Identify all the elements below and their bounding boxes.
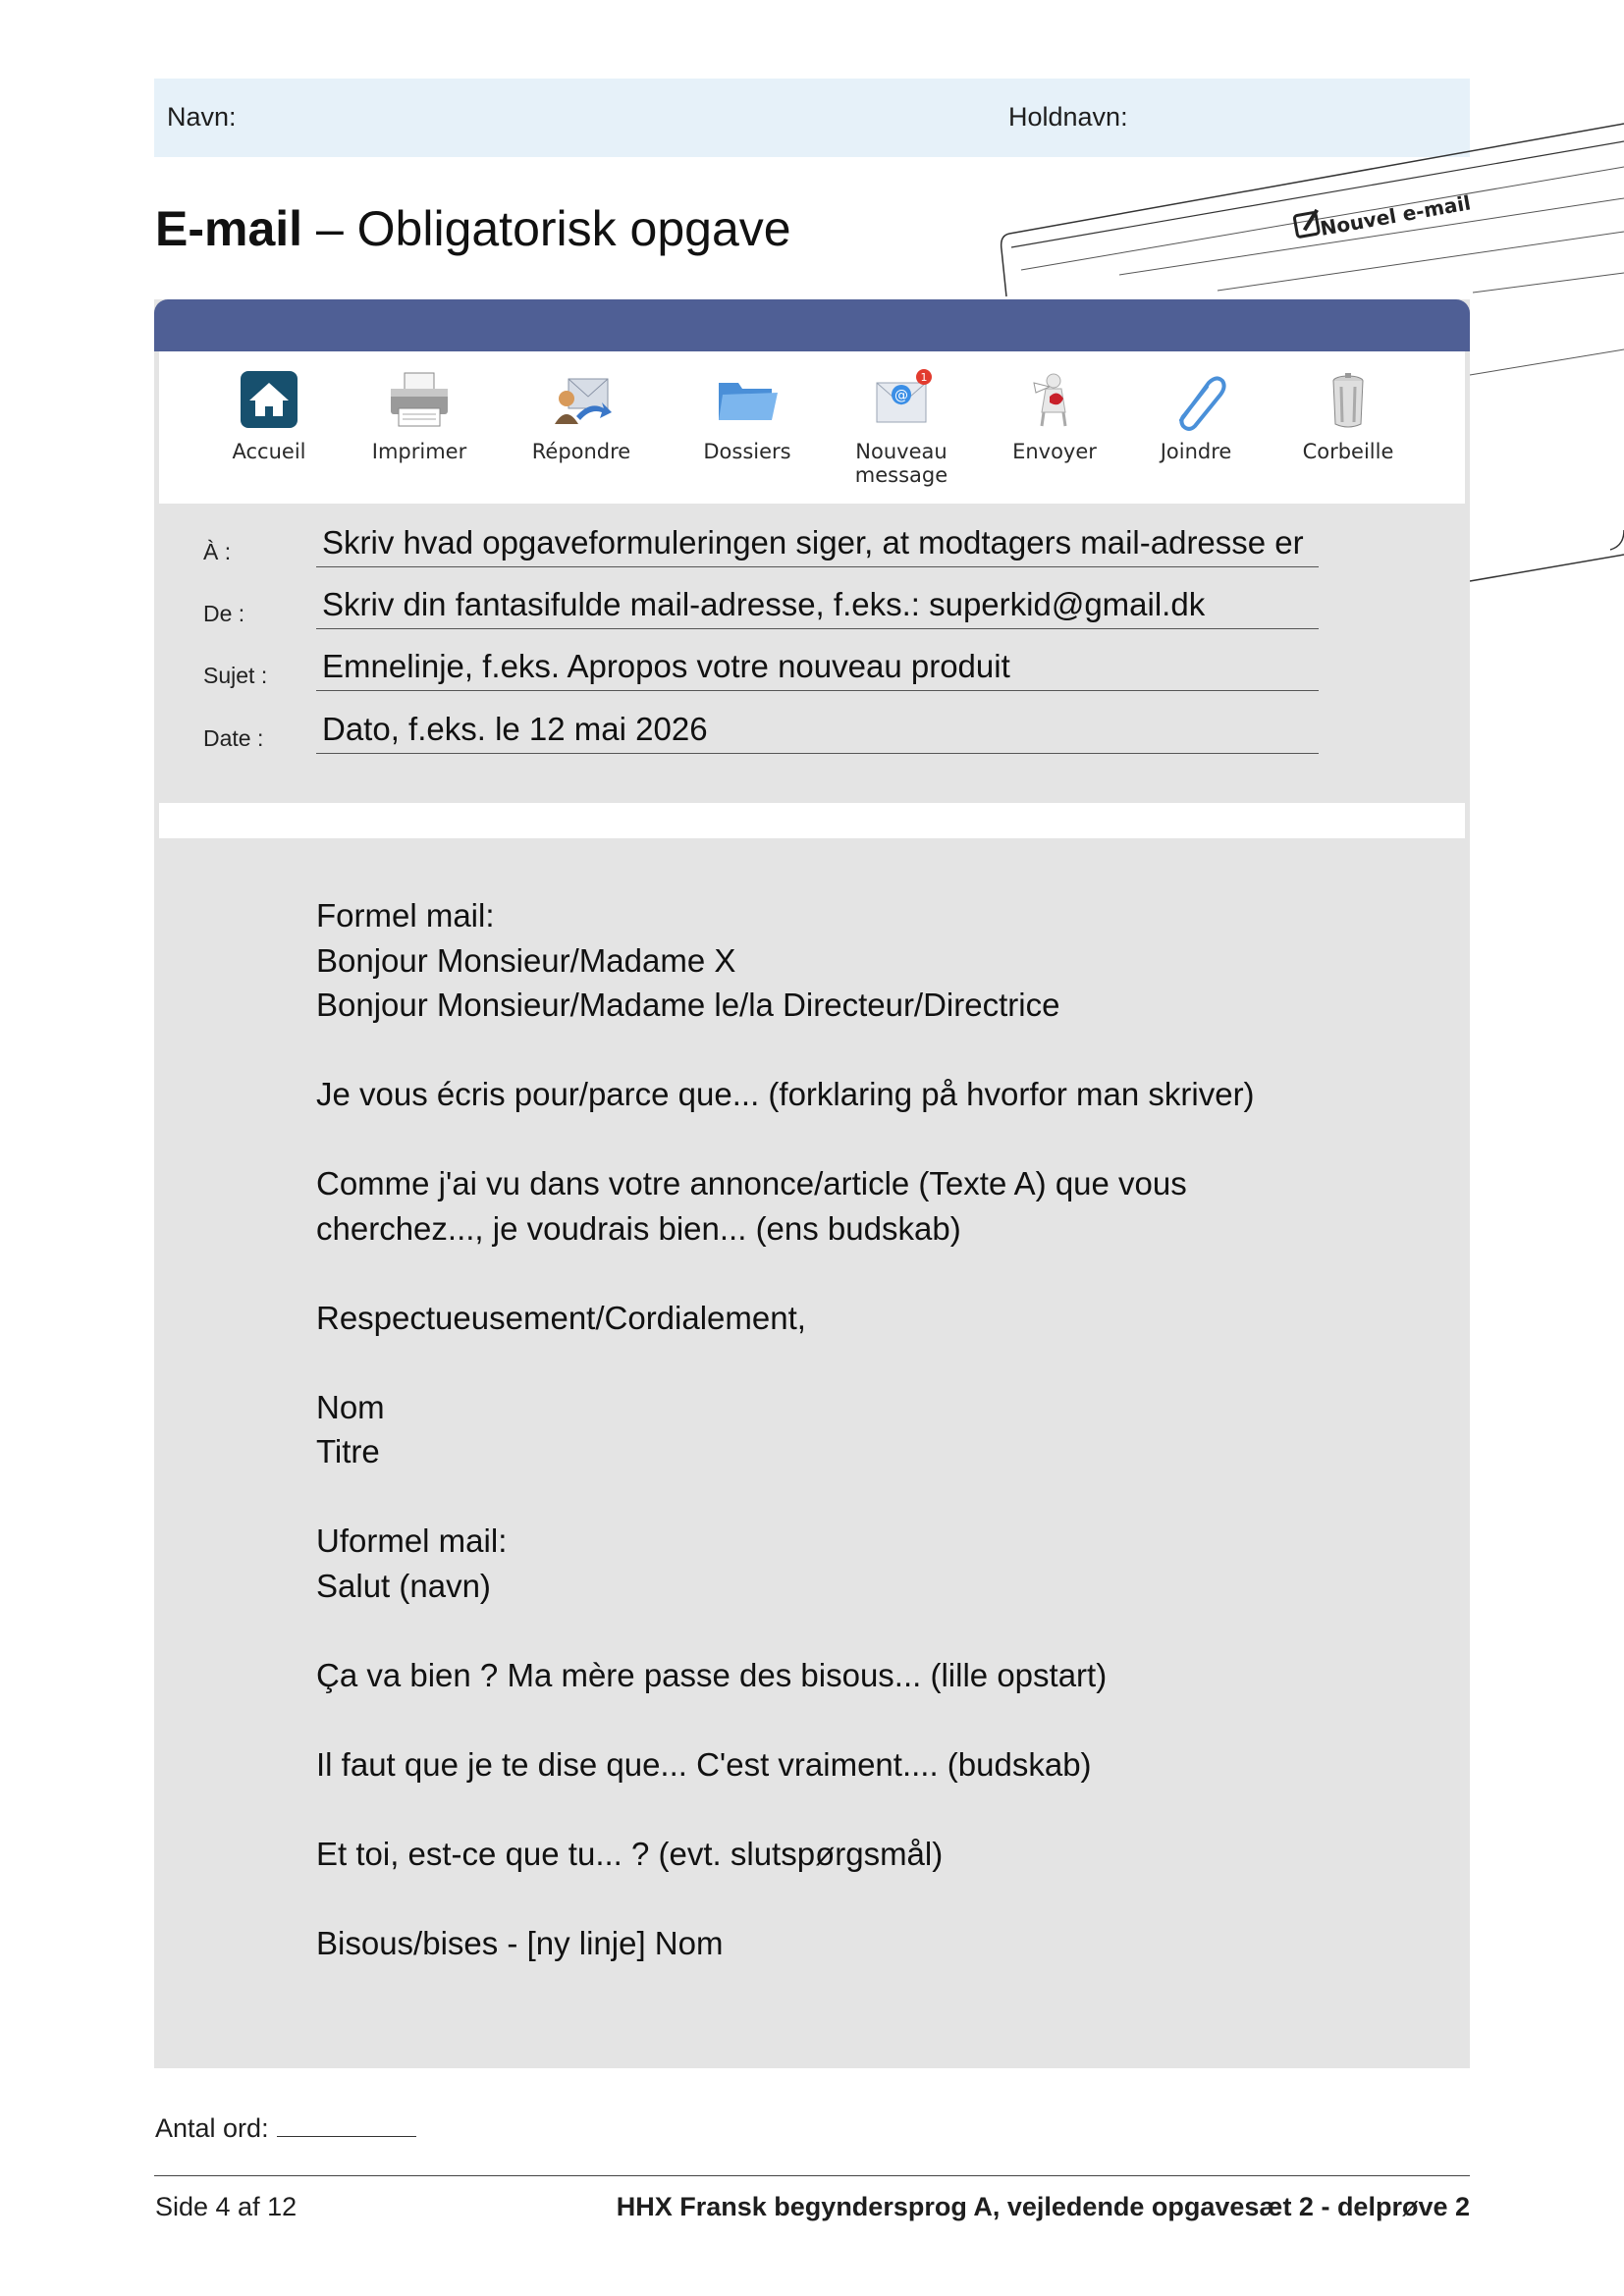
- word-count-label: Antal ord:: [155, 2113, 269, 2143]
- word-count: [155, 2113, 416, 2144]
- subject-label: Sujet :: [203, 663, 268, 688]
- new-message-label: Nouveau message: [854, 440, 948, 487]
- send-icon: [1020, 365, 1089, 434]
- print-button[interactable]: [355, 365, 483, 463]
- trash-icon: [1314, 365, 1382, 434]
- formal-intro: Je vous écris pour/parce que... (forklaring på hvorfor man skriver): [316, 1076, 1255, 1112]
- page-title-bold: E-mail: [155, 201, 303, 256]
- trash-label: Corbeille: [1302, 440, 1394, 463]
- folders-button[interactable]: [683, 365, 811, 463]
- date-label: Date :: [203, 725, 264, 751]
- send-label: Envoyer: [1012, 440, 1097, 463]
- email-body[interactable]: [316, 893, 1416, 1965]
- course-title: HHX Fransk begyndersprog A, vejledende opgavesæt 2 - delprøve 2: [616, 2192, 1470, 2221]
- to-row: [154, 519, 1470, 578]
- header-body-separator: [159, 803, 1465, 838]
- new-message-icon: [867, 365, 936, 434]
- footer-divider: [154, 2175, 1470, 2176]
- page-title: [155, 200, 791, 257]
- pencil-icon: [1294, 210, 1322, 238]
- date-row: [154, 706, 1470, 765]
- informal-greeting: Salut (navn): [316, 1567, 491, 1604]
- to-field[interactable]: Skriv hvad opgaveformuleringen siger, at modtagers mail-adresse er: [316, 519, 1319, 567]
- name-label: Navn:: [167, 102, 237, 132]
- trash-button[interactable]: [1284, 365, 1412, 463]
- from-label: De :: [203, 601, 245, 626]
- new-message-button[interactable]: [838, 365, 965, 487]
- email-window: [154, 299, 1470, 2068]
- printer-icon: [385, 365, 454, 434]
- attach-label: Joindre: [1160, 440, 1232, 463]
- formal-message-2: cherchez..., je voudrais bien... (ens budskab): [316, 1209, 961, 1247]
- word-count-blank[interactable]: [277, 2118, 416, 2137]
- formal-closing: Respectueusement/Cordialement,: [316, 1299, 806, 1336]
- send-button[interactable]: [991, 365, 1118, 463]
- folder-icon: [713, 365, 782, 434]
- page-number: Side 4 af 12: [155, 2192, 298, 2221]
- reply-button[interactable]: [517, 365, 645, 463]
- page-title-rest: – Obligatorisk opgave: [302, 201, 791, 256]
- team-name-label: Holdnavn:: [1008, 102, 1128, 132]
- home-label: Accueil: [232, 440, 306, 463]
- home-icon: [235, 365, 303, 434]
- email-toolbar: [159, 351, 1465, 504]
- formal-title: Titre: [316, 1433, 380, 1469]
- to-label: À :: [203, 539, 232, 564]
- informal-question: Et toi, est-ce que tu... ? (evt. slutspørgsmål): [316, 1835, 944, 1872]
- new-email-label: Nouvel e-mail: [1318, 190, 1473, 240]
- from-row: [154, 581, 1470, 640]
- formal-name: Nom: [316, 1388, 385, 1425]
- from-field[interactable]: Skriv din fantasifulde mail-adresse, f.eks.: superkid@gmail.dk: [316, 581, 1319, 629]
- attach-button[interactable]: [1132, 365, 1260, 463]
- informal-closing: Bisous/bises - [ny linje] Nom: [316, 1924, 724, 1961]
- folders-label: Dossiers: [703, 440, 791, 463]
- formal-greeting-2: Bonjour Monsieur/Madame le/la Directeur/Directrice: [316, 987, 1060, 1023]
- print-label: Imprimer: [371, 440, 467, 463]
- reply-icon: [547, 365, 616, 434]
- subject-field[interactable]: Emnelinje, f.eks. Apropos votre nouveau produit: [316, 643, 1319, 691]
- unread-badge: 1: [920, 371, 928, 384]
- formal-message-1: Comme j'ai vu dans votre annonce/article (Texte A) que vous: [316, 1165, 1187, 1201]
- formal-heading: Formel mail:: [316, 897, 495, 934]
- informal-opening: Ça va bien ? Ma mère passe des bisous... (lille opstart): [316, 1656, 1108, 1693]
- informal-heading: Uformel mail:: [316, 1522, 508, 1559]
- subject-row: [154, 643, 1470, 702]
- formal-greeting-1: Bonjour Monsieur/Madame X: [316, 941, 736, 979]
- reply-label: Répondre: [531, 440, 631, 463]
- date-field[interactable]: Dato, f.eks. le 12 mai 2026: [316, 706, 1319, 754]
- paperclip-icon: [1162, 365, 1230, 434]
- home-button[interactable]: [205, 365, 333, 463]
- svg-text:@: @: [894, 388, 908, 403]
- window-titlebar: [154, 299, 1470, 351]
- informal-message: Il faut que je te dise que... C'est vraiment.... (budskab): [316, 1745, 1092, 1783]
